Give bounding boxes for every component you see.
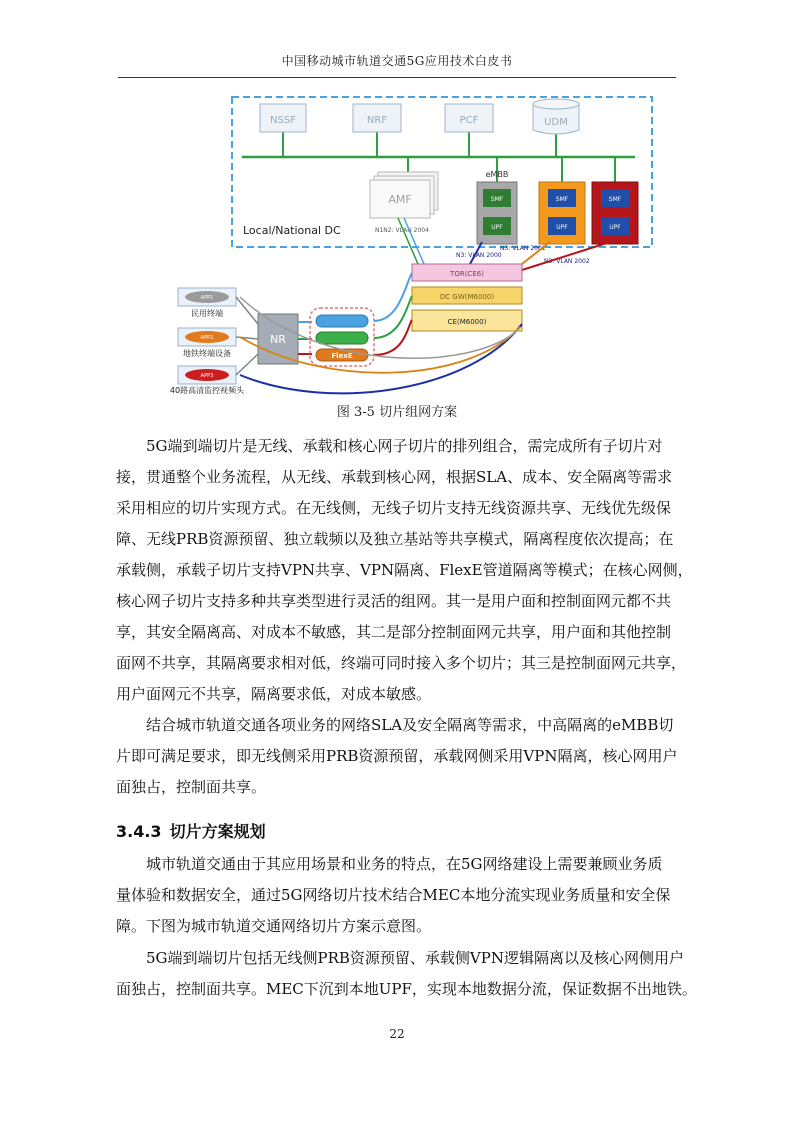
text-line: 量体验和数据安全，通过5G网络切片技术结合MEC本地分流实现业务质量和安全保 [116, 886, 671, 904]
svg-text:APP3: APP3 [200, 373, 214, 379]
dc-label: Local/National DC [243, 224, 341, 237]
text-line: 面独占，控制面共享。MEC下沉到本地UPF，实现本地数据分流，保证数据不出地铁。 [116, 980, 697, 998]
app1-terminal [178, 288, 236, 318]
pcf-node [445, 104, 493, 132]
text-line: 城市轨道交通由于其应用场景和业务的特点，在5G网络建设上需要兼顾业务质 [146, 855, 663, 873]
ce-router [412, 310, 522, 331]
svg-text:NSSF: NSSF [270, 115, 296, 126]
svg-text:地铁终端设备: 地铁终端设备 [183, 349, 231, 358]
svg-text:民用终端: 民用终端 [191, 309, 223, 318]
slice-embb-gray [477, 182, 517, 244]
slice-network-diagram [170, 92, 660, 400]
nrf-node [353, 104, 401, 132]
svg-text:UPF: UPF [556, 224, 568, 231]
paragraph-embb-slice [116, 710, 682, 803]
n3-vlan2001-label: N3: VLAN 2001 [500, 245, 546, 252]
text-line: 片即可满足要求，即无线侧采用PRB资源预留，承载网侧采用VPN隔离，核心网用户 [116, 747, 678, 765]
text-line: 享，其安全隔离高、对成本不敏感，其二是部分控制面网元共享，用户面和其他控制 [116, 623, 672, 641]
app2-terminal [178, 328, 236, 358]
amf-node [370, 172, 438, 218]
nr-base-station [258, 314, 298, 364]
tor-switch [412, 264, 522, 281]
svg-text:DC GW(M6000): DC GW(M6000) [439, 293, 495, 301]
slice-red [592, 182, 638, 244]
svg-text:UPF: UPF [609, 224, 621, 231]
text-line: 5G端到端切片包括无线侧PRB资源预留、承载侧VPN逻辑隔离以及核心网侧用户 [146, 949, 684, 967]
svg-text:PCF: PCF [459, 115, 479, 126]
svg-text:NR: NR [270, 333, 286, 346]
svg-text:NRF: NRF [366, 115, 388, 126]
text-line: 结合城市轨道交通各项业务的网络SLA及安全隔离等需求，中高隔离的eMBB切 [146, 716, 674, 734]
page-header: 中国移动城市轨道交通5G应用技术白皮书 [281, 54, 513, 68]
paragraph-slice-planning [116, 849, 682, 942]
text-line: 面独占，控制面共享。 [116, 778, 267, 796]
text-line: 接，贯通整个业务流程，从无线、承载到核心网，根据SLA、成本、安全隔离等需求 [116, 468, 673, 486]
udm-database-icon [533, 99, 579, 134]
text-line: 承载侧，承载子切片支持VPN共享、VPN隔离、FlexE管道隔离等模式；在核心网侧， [116, 561, 693, 579]
text-line: 用户面网元不共享，隔离要求低，对成本敏感。 [116, 685, 432, 703]
text-line: 核心网子切片支持多种共享类型进行灵活的组网。其一是用户面和控制面网元都不共 [116, 592, 672, 610]
section-heading [116, 819, 266, 842]
svg-text:APP2: APP2 [200, 335, 214, 341]
svg-text:UDM: UDM [544, 117, 568, 128]
paragraph-mec [116, 943, 697, 1005]
slice-orange [539, 182, 585, 244]
text-line: 障、无线PRB资源预留、独立载频以及独立基站等共享模式，隔离程度依次提高；在 [116, 530, 674, 548]
figure-caption: 图 3-5 切片组网方案 [336, 405, 458, 420]
n3-vlan2000-label: N3: VLAN 2000 [456, 252, 502, 259]
svg-text:APP1: APP1 [200, 295, 214, 301]
svg-text:SMF: SMF [555, 196, 569, 203]
n1n2-label: N1N2: VLAN 2004 [375, 227, 429, 234]
flexe-pipe-bundle [310, 308, 374, 366]
text-line: 障。下图为城市轨道交通网络切片方案示意图。 [116, 917, 432, 935]
dc-gw-router [412, 287, 522, 304]
text-line: 面网不共享，其隔离要求相对低，终端可同时接入多个切片；其三是控制面网元共享， [116, 654, 687, 672]
n3-vlan2002-label: N3: VLAN 2002 [544, 258, 590, 265]
svg-text:SMF: SMF [608, 196, 622, 203]
svg-text:SMF: SMF [490, 196, 504, 203]
header-rule [118, 77, 676, 78]
section-title: 切片方案规划 [169, 822, 266, 841]
app3-terminal [170, 366, 245, 395]
nssf-node [260, 104, 306, 132]
svg-text:TOR(CE6): TOR(CE6) [450, 270, 484, 278]
svg-text:CE(M6000): CE(M6000) [447, 318, 487, 326]
page-number: 22 [389, 1027, 405, 1041]
paragraph-slicing-overview [116, 431, 693, 710]
text-line: 采用相应的切片实现方式。在无线侧，无线子切片支持无线资源共享、无线优先级保 [116, 499, 672, 517]
text-line: 5G端到端切片是无线、承载和核心网子切片的排列组合，需完成所有子切片对 [146, 437, 663, 455]
embb-label: eMBB [485, 170, 509, 179]
svg-text:FlexE: FlexE [331, 352, 353, 360]
svg-text:AMF: AMF [388, 193, 412, 206]
svg-text:40路高清监控视频头: 40路高清监控视频头 [170, 386, 245, 395]
svg-text:UPF: UPF [491, 224, 503, 231]
section-number: 3.4.3 [116, 822, 162, 841]
